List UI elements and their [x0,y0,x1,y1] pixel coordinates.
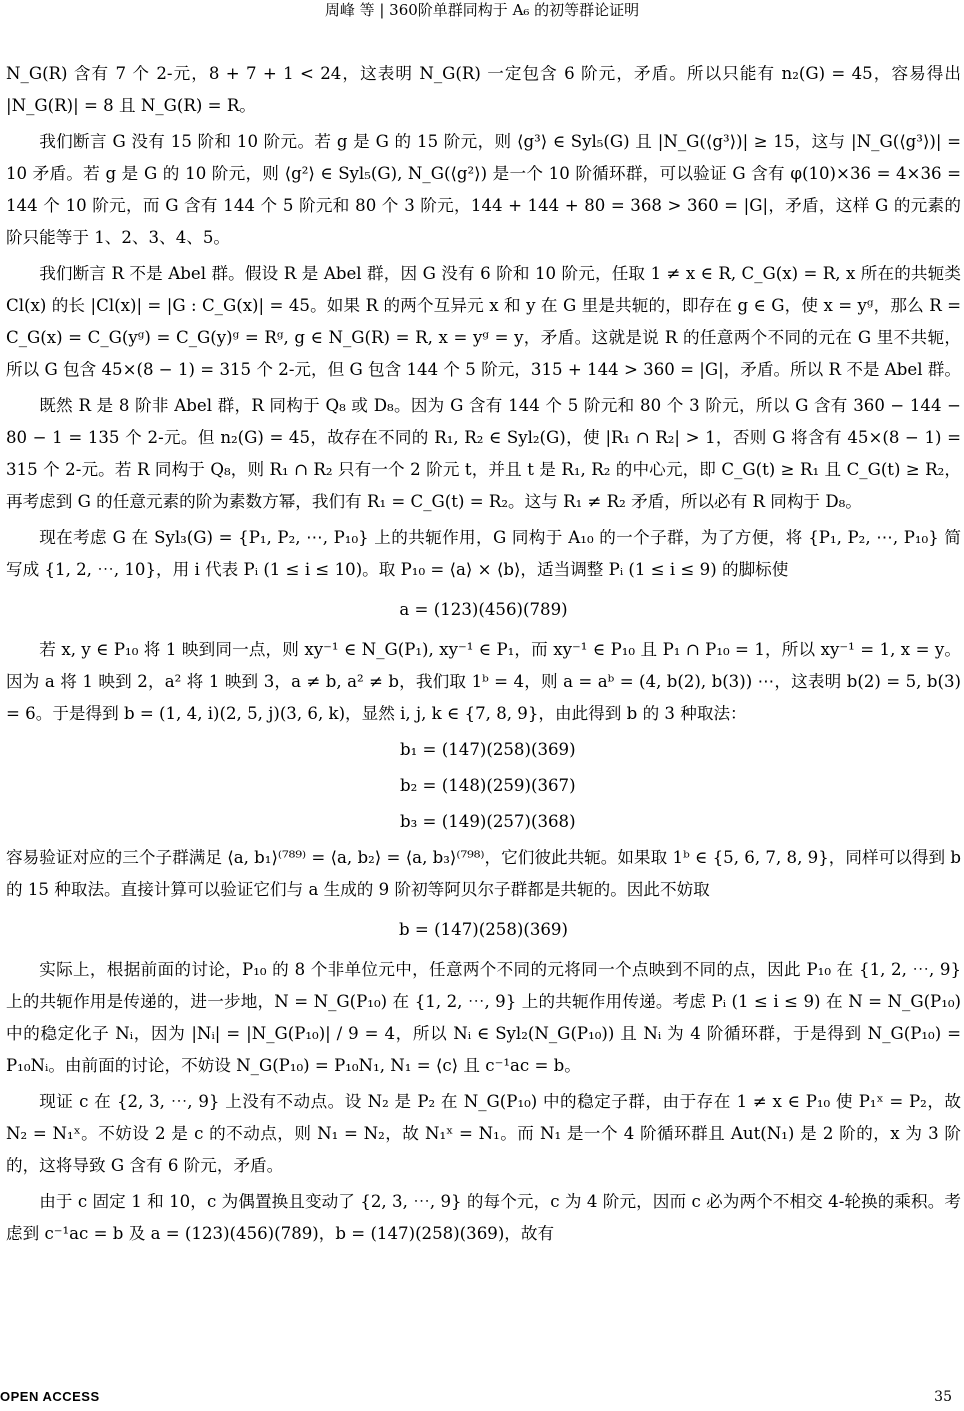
paragraph-9: 现证 c 在 {2, 3, ⋯, 9} 上没有不动点。设 N₂ 是 P₂ 在 N_G(P₁₀) 中的稳定子群，由于存在 1 ≠ x ∈ P₁₀ 使 P₁ˣ = P₂，故 N₂ = N₁ˣ。不妨设 2 是 c 的不动点，则 N₁ = N₂，故 N₁ˣ = N₁。而 N₁ 是一个 4 阶循环群且 Aut(N₁) 是 2 阶的，x 为 3 阶的，这将导致 G 含有 6 阶元，矛盾。 [6,1092,961,1175]
paragraph-1: N_G(R) 含有 7 个 2-元，8 + 7 + 1 < 24，这表明 N_G(R) 一定包含 6 阶元，矛盾。所以只能有 n₂(G) = 45，容易得出 |N_G(R)| = 8 且 N_G(R) = R。 [6,64,961,115]
paragraph-7: 容易验证对应的三个子群满足 ⟨a, b₁⟩⁽⁷⁸⁹⁾ = ⟨a, b₂⟩ = ⟨a, b₃⟩⁽⁷⁹⁸⁾，它们彼此共轭。如果取 1ᵇ ∈ {5, 6, 7, 8, 9}，同样可以得到 b 的 15 种取法。直接计算可以验证它们与 a 生成的 9 阶初等阿贝尔子群都是共轭的。因此不妨取 [6,848,961,899]
equation-b1: b₁ = (147)(258)(369) [400,740,576,759]
paragraph-3: 我们断言 R 不是 Abel 群。假设 R 是 Abel 群，因 G 没有 6 阶和 10 阶元，任取 1 ≠ x ∈ R, C_G(x) = R, x 所在的共轭类 Cl(x) 的长 |Cl(x)| = |G : C_G(x)| = 45。如果 R 的两个互异元 x 和 y 在 G 里是共轭的，即存在 g ∈ G，使 x = yᵍ，那么 R = C_G(x) = C_G(yᵍ) = C_G(y)ᵍ = Rᵍ, g ∈ N_G(R) = R, x = yᵍ = y，矛盾。这就是说 R 的任意两个不同的元在 G 里不共轭，所以 G 包含 45×(8 − 1) = 315 个 2-元，但 G 包含 144 个 5 阶元，315 + 144 > 360 = |G|，矛盾。所以 R 不是 Abel 群。 [6,264,961,379]
main-text [6,58,961,1254]
paragraph-8: 实际上，根据前面的讨论，P₁₀ 的 8 个非单位元中，任意两个不同的元将同一个点映到不同的点，因此 P₁₀ 在 {1, 2, ⋯, 9} 上的共轭作用是传递的，进一步地，N = N_G(P₁₀) 在 {1, 2, ⋯, 9} 上的共轭作用传递。考虑 Pᵢ (1 ≤ i ≤ 9) 在 N = N_G(P₁₀) 中的稳定化子 Nᵢ，因为 |Nᵢ| = |N_G(P₁₀)| / 9 = 4，所以 Nᵢ ∈ Syl₂(N_G(P₁₀)) 且 Nᵢ 为 4 阶循环群，于是得到 N_G(P₁₀) = P₁₀Nᵢ。由前面的讨论，不妨设 N_G(P₁₀) = P₁₀N₁, N₁ = ⟨c⟩ 且 c⁻¹ac = b。 [6,960,961,1075]
running-header [0,0,964,24]
equation-b-choice: b = (147)(258)(369) [399,920,568,939]
paragraph-4: 既然 R 是 8 阶非 Abel 群，R 同构于 Q₈ 或 D₈。因为 G 含有 144 个 5 阶元和 80 个 3 阶元，所以 G 含有 360 − 144 − 80 − 1 = 135 个 2-元。但 n₂(G) = 45，故存在不同的 R₁, R₂ ∈ Syl₂(G)，使 |R₁ ∩ R₂| > 1，否则 G 将含有 45×(8 − 1) = 315 个 2-元。若 R 同构于 Q₈，则 R₁ ∩ R₂ 只有一个 2 阶元 t，并且 t 是 R₁, R₂ 的中心元，即 C_G(t) ≥ R₁ 且 C_G(t) ≥ R₂，再考虑到 G 的任意元素的阶为素数方幂，我们有 R₁ = C_G(t) = R₂。这与 R₁ ≠ R₂ 矛盾，所以必有 R 同构于 D₈。 [6,396,961,511]
open-access-label: OPEN ACCESS [0,1389,100,1404]
paragraph-6: 若 x, y ∈ P₁₀ 将 1 映到同一点，则 xy⁻¹ ∈ N_G(P₁), xy⁻¹ ∈ P₁，而 xy⁻¹ ∈ P₁₀ 且 P₁ ∩ P₁₀ = 1，所以 xy⁻¹ = 1, x = y。因为 a 将 1 映到 2，a² 将 1 映到 3，a ≠ b, a² ≠ b，我们取 1ᵇ = 4，则 a = aᵇ = (4, b(2), b(3)) ⋯，这表明 b(2) = 5, b(3) = 6。于是得到 b = (1, 4, i)(2, 5, j)(3, 6, k)，显然 i, j, k ∈ {7, 8, 9}，由此得到 b 的 3 种取法： [6,640,961,723]
paragraph-5: 现在考虑 G 在 Syl₃(G) = {P₁, P₂, ⋯, P₁₀} 上的共轭作用，G 同构于 A₁₀ 的一个子群，为了方便，将 {P₁, P₂, ⋯, P₁₀} 简写成 {1, 2, ⋯, 10}，用 i 代表 Pᵢ (1 ≤ i ≤ 10)。取 P₁₀ = ⟨a⟩ × ⟨b⟩，适当调整 Pᵢ (1 ≤ i ≤ 9) 的脚标使 [6,528,961,579]
page-number: 35 [934,1389,952,1405]
equation-b2: b₂ = (148)(259)(367) [400,776,576,795]
paragraph-10: 由于 c 固定 1 和 10，c 为偶置换且变动了 {2, 3, ⋯, 9} 的每个元，c 为 4 阶元，因而 c 必为两个不相交 4-轮换的乘积。考虑到 c⁻¹ac = b 及 a = (123)(456)(789)，b = (147)(258)(369)，故有 [6,1192,961,1243]
paragraph-2: 我们断言 G 没有 15 阶和 10 阶元。若 g 是 G 的 15 阶元，则 ⟨g³⟩ ∈ Syl₅(G) 且 |N_G(⟨g³⟩)| ≥ 15，这与 |N_G(⟨g³⟩)| = 10 矛盾。若 g 是 G 的 10 阶元，则 ⟨g²⟩ ∈ Syl₅(G), N_G(⟨g²⟩) 是一个 10 阶循环群，可以验证 G 含有 φ(10)×36 = 4×36 = 144 个 10 阶元，而 G 含有 144 个 5 阶元和 80 个 3 阶元，144 + 144 + 80 = 368 > 360 = |G|，矛盾，这样 G 的元素的阶只能等于 1、2、3、4、5。 [6,132,961,247]
equation-b3: b₃ = (149)(257)(368) [400,812,576,831]
header-text: 周峰 等 | 360阶单群同构于 A₆ 的初等群论证明 [324,1,640,19]
equation-a: a = (123)(456)(789) [399,600,568,619]
